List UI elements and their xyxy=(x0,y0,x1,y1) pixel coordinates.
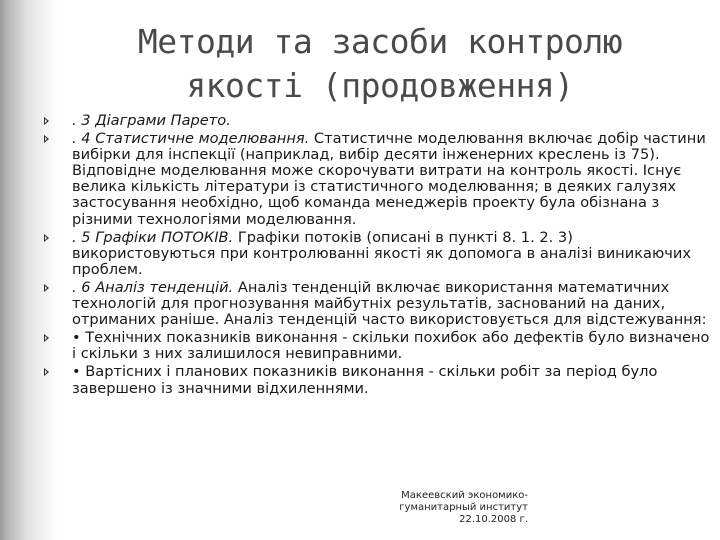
bullet-text: • Вартісних і планових показників виконання - скільки робіт за період було завершено із значними відхиленнями. xyxy=(72,363,658,397)
bullet-lead: . 6 Аналіз тенденцій. xyxy=(72,278,234,296)
footer-date: 22.10.2008 г. xyxy=(459,514,528,525)
bullet-lead: . 5 Графіки ПОТОКІВ. xyxy=(72,228,234,246)
bullet-list xyxy=(44,113,714,399)
bullet-text: • Технічних показників виконання - скільки похибок або дефектів було визначено і скільки з них залишилося невиправними. xyxy=(72,329,710,363)
bullet-lead: . 3 Діаграми Парето. xyxy=(72,112,231,129)
slide-title xyxy=(80,20,680,108)
slide-title-line-2: якості (продовження) xyxy=(186,66,574,105)
bullet-item-flow-charts xyxy=(44,230,714,278)
footer-line-1: Макеевский экономико- xyxy=(401,490,528,501)
arrow-bullet-icon xyxy=(44,284,49,292)
bullet-text: Графіки потоків (описані в пункті 8. 1. 2. 3) використовуються при контролюванні якості як допомога в аналізі виникаючих проблем. xyxy=(72,228,691,278)
footer-line-2: гуманитарный институт xyxy=(399,502,528,513)
arrow-bullet-icon xyxy=(44,368,49,376)
arrow-bullet-icon xyxy=(44,334,49,342)
slide-title-line-1: Методи та засоби контролю xyxy=(137,22,623,61)
bullet-item-trend-analysis xyxy=(44,280,714,328)
bullet-item-pareto xyxy=(44,113,714,129)
institution-footer xyxy=(388,490,528,526)
arrow-bullet-icon xyxy=(44,234,49,242)
bullet-text: Статистичне моделювання включає добір частини вибірки для інспекції (наприклад, вибір десяти інженерних креслень із 75). Відповідне моделювання може скорочувати витрати на контроль якості. Існує велика кількість літератури із статистичного моделювання; в деяких галузях застосування необхідно, щоб команда менеджерів проекту була обізнана з різними технологіями моделювання. xyxy=(72,130,706,228)
bullet-text: Аналіз тенденцій включає використання математичних технологій для прогнозування майбутніх результатів, заснований на даних, отриманих раніше. Аналіз тенденцій часто використовується для відстежування: xyxy=(72,278,707,329)
bullet-item-technical-indicators xyxy=(44,330,714,362)
bullet-lead: . 4 Статистичне моделювання. xyxy=(72,130,310,148)
bullet-item-statistical-modeling xyxy=(44,131,714,228)
arrow-bullet-icon xyxy=(44,117,49,125)
arrow-bullet-icon xyxy=(44,135,49,143)
bullet-item-cost-schedule-indicators xyxy=(44,364,714,396)
